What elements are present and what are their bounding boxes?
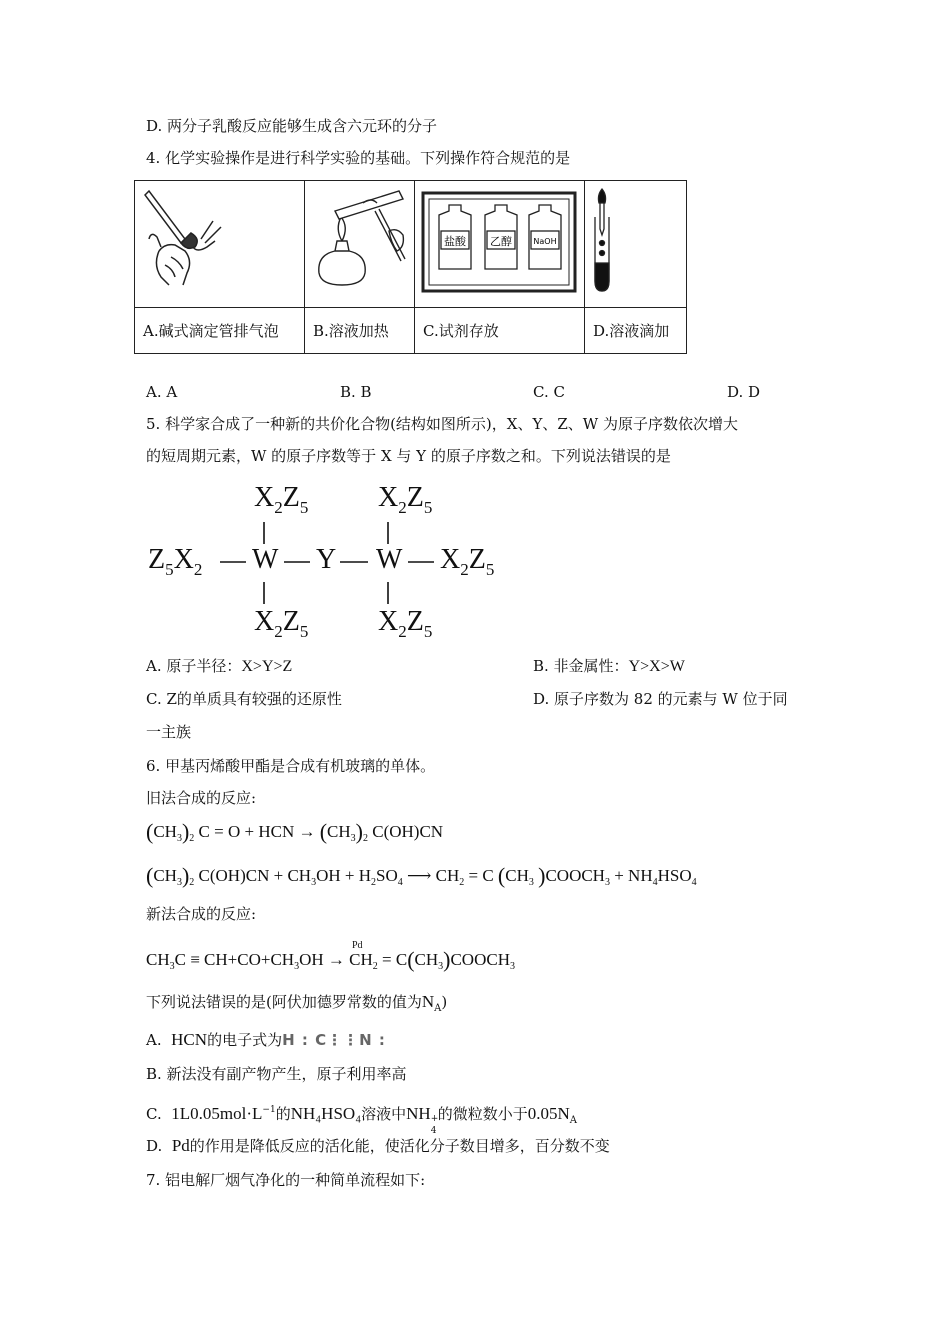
- dropper-tube-icon: [585, 181, 686, 303]
- q6-old-label: 旧法合成的反应:: [146, 789, 257, 807]
- w-atom-right: W: [376, 544, 403, 575]
- y-atom: Y: [316, 544, 337, 575]
- old-reaction-2: $(CH_3)_2$ $C(OH)CN + CH_3OH + H_2SO_4$ ⟶ $CH_2 = C$ ($CH_3$ )$COOCH_3 + NH_4HSO_4$: [146, 863, 697, 888]
- top-left-group: $X_2Z_5$: [254, 482, 309, 517]
- caption-d: D.溶液滴加: [585, 308, 687, 354]
- new-reaction: $CH_3C \equiv CH+CO+CH_3OH \to CH_2$ = $C(CH_3)COOCH_3$: [146, 947, 515, 972]
- right-group: $X_2Z_5$: [440, 544, 495, 579]
- q7-stem: 7. 铝电解厂烟气净化的一种简单流程如下:: [146, 1171, 426, 1189]
- catalyst-label: Pd: [352, 940, 363, 951]
- q6-option-b: B. 新法没有副产物产生，原子利用率高: [146, 1065, 407, 1083]
- bottom-right-group: $X_2Z_5$: [378, 606, 433, 641]
- q6-ask: 下列说法错误的是(阿伏加德罗常数的值为$N_A$): [146, 992, 448, 1014]
- bottle-label-ethanol: 乙醇: [490, 235, 512, 248]
- q6-stem: 6. 甲基丙烯酸甲酯是合成有机玻璃的单体。: [146, 757, 436, 775]
- q4-choice-b: B. B: [340, 383, 372, 401]
- q5-option-b: B. 非金属性：Y>X>W: [533, 657, 685, 675]
- burette-bubble-figure: [135, 181, 305, 308]
- q5-option-c: C. Z的单质具有较强的还原性: [146, 690, 342, 708]
- bottle-label-naoh: NaOH: [533, 237, 557, 246]
- q3-option-d: D. 两分子乳酸反应能够生成含六元环的分子: [146, 117, 438, 135]
- q6-option-d: D. Pd的作用是降低反应的活化能，使活化分子数目增多，百分数不变: [146, 1136, 610, 1155]
- heating-figure: [305, 181, 415, 308]
- q4-choice-d: D. D: [727, 383, 761, 401]
- old-reaction-1: $(CH_3)_2$ C = O + HCN → $(CH_3)_2$ C(OH)CN: [146, 819, 444, 844]
- reagent-storage-figure: [415, 181, 585, 308]
- q4-choice-c: C. C: [533, 383, 565, 401]
- q6-option-a: A. HCN的电子式为H : C⋮⋮N :: [146, 1030, 386, 1049]
- burette-hand-icon: [135, 181, 304, 303]
- q5-option-d-cont: 一主族: [146, 723, 192, 741]
- q5-option-a: A. 原子半径：X>Y>Z: [146, 657, 293, 675]
- q5-option-d: D. 原子序数为 82 的元素与 W 位于同: [533, 690, 788, 708]
- caption-c: C.试剂存放: [415, 308, 585, 354]
- q6-option-c: C. $1L0.05mol\cdot L^{-1}$的NH₄HSO₄溶液中NH + 4 的微粒数小于$0.05N_A$: [146, 1104, 577, 1136]
- bottle-label-hcl: 盐酸: [444, 235, 466, 248]
- lewis-structure: H : C⋮⋮N :: [282, 1031, 386, 1049]
- w-atom-left: W: [252, 544, 279, 575]
- top-right-group: $X_2Z_5$: [378, 482, 433, 517]
- q6-new-label: 新法合成的反应:: [146, 905, 257, 923]
- dropper-figure: [585, 181, 687, 308]
- q5-stem-line1: 5. 科学家合成了一种新的共价化合物(结构如图所示)，X、Y、Z、W 为原子序数依次增大: [146, 415, 738, 433]
- q4-stem: 4. 化学实验操作是进行科学实验的基础。下列操作符合规范的是: [146, 149, 571, 167]
- q4-choice-a: A. A: [146, 383, 178, 401]
- caption-a: A.碱式滴定管排气泡: [135, 308, 305, 354]
- left-group: $Z_5X_2$: [148, 544, 203, 579]
- q5-stem-line2: 的短周期元素，W 的原子序数等于 X 与 Y 的原子序数之和。下列说法错误的是: [146, 447, 671, 465]
- caption-b: B.溶液加热: [305, 308, 415, 354]
- q4-operations-table: [134, 180, 687, 354]
- bottom-left-group: $X_2Z_5$: [254, 606, 309, 641]
- reagent-shelf-icon: [415, 181, 584, 303]
- alcohol-lamp-icon: [305, 181, 414, 303]
